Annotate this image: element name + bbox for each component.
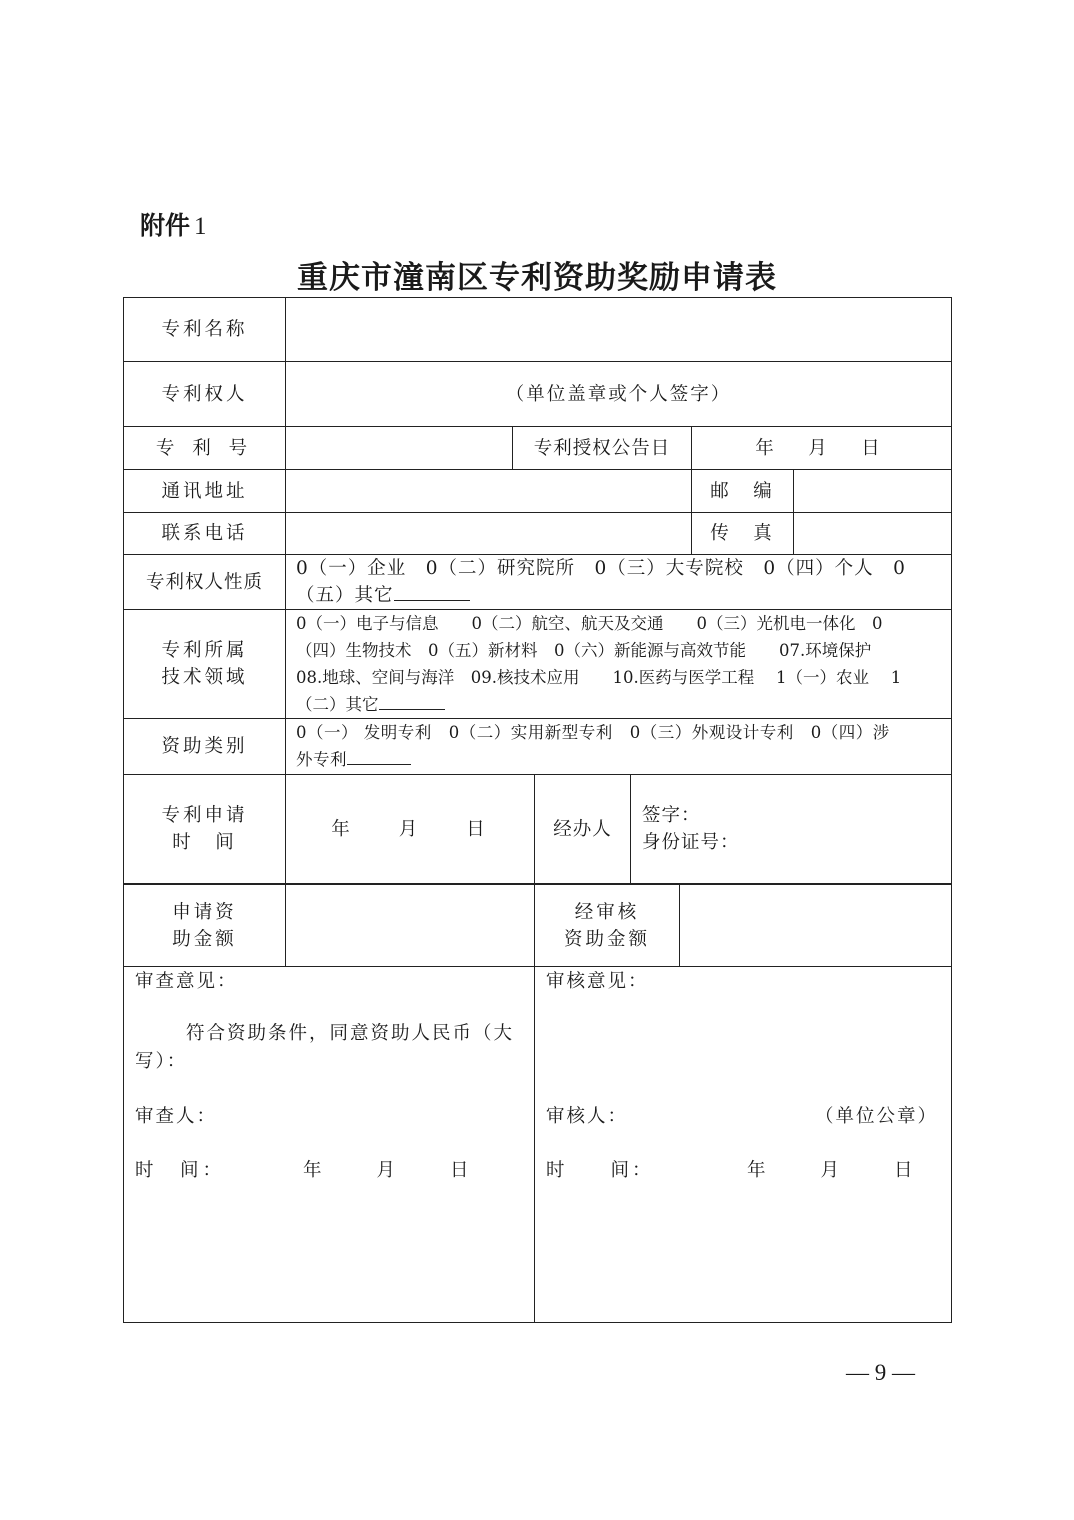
tech-field-line-1: 0（一）电子与信息 0（二）航空、航天及交通 0（三）光机电一体化 0 bbox=[296, 614, 883, 633]
nature-line-1: 0（一）企业 0（二）研究院所 0（三）大专院校 0（四）个人 0 bbox=[296, 558, 906, 579]
category-foreign: 外专利 bbox=[296, 750, 347, 769]
sign-label: 签字： bbox=[642, 805, 701, 826]
nature-other-blank[interactable] bbox=[394, 582, 470, 601]
attachment-number: 1 bbox=[194, 213, 207, 240]
approved-amount-field[interactable] bbox=[680, 885, 951, 966]
seal-label: （单位公章） bbox=[815, 1106, 939, 1127]
nature-options[interactable] bbox=[296, 555, 948, 609]
review-time-label: 时 间： bbox=[135, 1160, 226, 1181]
nature-other: （五）其它 bbox=[296, 585, 394, 606]
reviewer-label: 审查人： bbox=[135, 1106, 218, 1127]
patent-no-field[interactable] bbox=[286, 427, 512, 469]
auditor-label: 审核人： bbox=[546, 1106, 629, 1127]
form-title: 重庆市潼南区专利资助奖励申请表 bbox=[297, 260, 777, 296]
patent-name-label: 专利名称 bbox=[161, 319, 248, 340]
fax-label: 传 真 bbox=[710, 523, 775, 544]
audit-date[interactable]: 年 月 日 bbox=[747, 1160, 919, 1181]
approved-label-2: 资助金额 bbox=[563, 928, 650, 950]
amount-label-2: 助金额 bbox=[172, 928, 237, 950]
patent-no-label: 专 利 号 bbox=[155, 437, 254, 459]
attachment-label bbox=[140, 206, 207, 242]
id-label: 身份证号： bbox=[642, 832, 740, 853]
postcode-field[interactable] bbox=[794, 470, 951, 512]
review-date[interactable]: 年 月 日 bbox=[303, 1160, 475, 1181]
category-line-2 bbox=[296, 746, 948, 773]
category-line-1: 0（一） 发明专利 0（二）实用新型专利 0（三）外观设计专利 0（四）涉 bbox=[296, 723, 890, 742]
tech-field-line-4 bbox=[296, 691, 948, 718]
approved-amount-label bbox=[535, 885, 679, 966]
apply-time-label-1: 专利申请 bbox=[161, 805, 248, 826]
address-label: 通讯地址 bbox=[161, 480, 248, 502]
tech-field-label-1: 专利所属 bbox=[161, 640, 248, 661]
patentee-note: （单位盖章或个人签字） bbox=[505, 383, 732, 405]
grant-date-label: 专利授权公告日 bbox=[533, 437, 671, 459]
patentee-field[interactable] bbox=[286, 362, 951, 426]
nature-label: 专利权人性质 bbox=[145, 571, 263, 593]
amount-label-1: 申请资 bbox=[172, 901, 237, 923]
address-field[interactable] bbox=[286, 470, 691, 512]
tech-field-line-2: （四）生物技术 0（五）新材料 0（六）新能源与高效节能 07.环境保护 bbox=[296, 641, 872, 660]
patent-name-field[interactable] bbox=[286, 298, 951, 361]
tech-field-options[interactable] bbox=[296, 610, 948, 718]
tech-field-label bbox=[124, 610, 285, 718]
tech-field-other-blank[interactable] bbox=[379, 691, 445, 710]
apply-time-label-2: 时 间 bbox=[172, 832, 237, 853]
review-text-1: 符合资助条件，同意资助人民币（大 bbox=[186, 1023, 515, 1044]
audit-time-label: 时 间： bbox=[546, 1160, 654, 1181]
review-text-2: 写）： bbox=[135, 1051, 188, 1072]
phone-field[interactable] bbox=[286, 513, 691, 554]
tech-field-line-3: 08.地球、空间与海洋 09.核技术应用 10.医药与医学工程 1（一）农业 1 bbox=[296, 668, 902, 687]
apply-date-field[interactable]: 年 月 日 bbox=[331, 818, 489, 840]
page-number: — 9 — bbox=[846, 1360, 915, 1385]
category-label: 资助类别 bbox=[161, 736, 248, 757]
grant-date-field[interactable]: 年 月 日 bbox=[755, 437, 888, 459]
postcode-label: 邮 编 bbox=[710, 480, 775, 502]
approved-label-1: 经审核 bbox=[574, 901, 640, 923]
amount-field[interactable] bbox=[286, 885, 534, 966]
handler-info[interactable] bbox=[642, 802, 942, 862]
handler-label: 经办人 bbox=[553, 818, 612, 840]
nature-line-2 bbox=[296, 582, 948, 609]
tech-field-other: （二）其它 bbox=[296, 695, 379, 714]
review-opinion-label: 审查意见： bbox=[135, 971, 238, 992]
patentee-label: 专利权人 bbox=[161, 383, 248, 405]
tech-field-label-2: 技术领域 bbox=[161, 667, 248, 688]
apply-time-label bbox=[124, 775, 285, 883]
amount-label bbox=[124, 885, 285, 966]
attachment-text: 附件 bbox=[140, 211, 191, 240]
audit-opinion-label: 审核意见： bbox=[546, 971, 649, 992]
category-options[interactable] bbox=[296, 719, 948, 774]
fax-field[interactable] bbox=[794, 513, 951, 554]
phone-label: 联系电话 bbox=[161, 523, 248, 544]
category-foreign-blank[interactable] bbox=[347, 746, 411, 765]
